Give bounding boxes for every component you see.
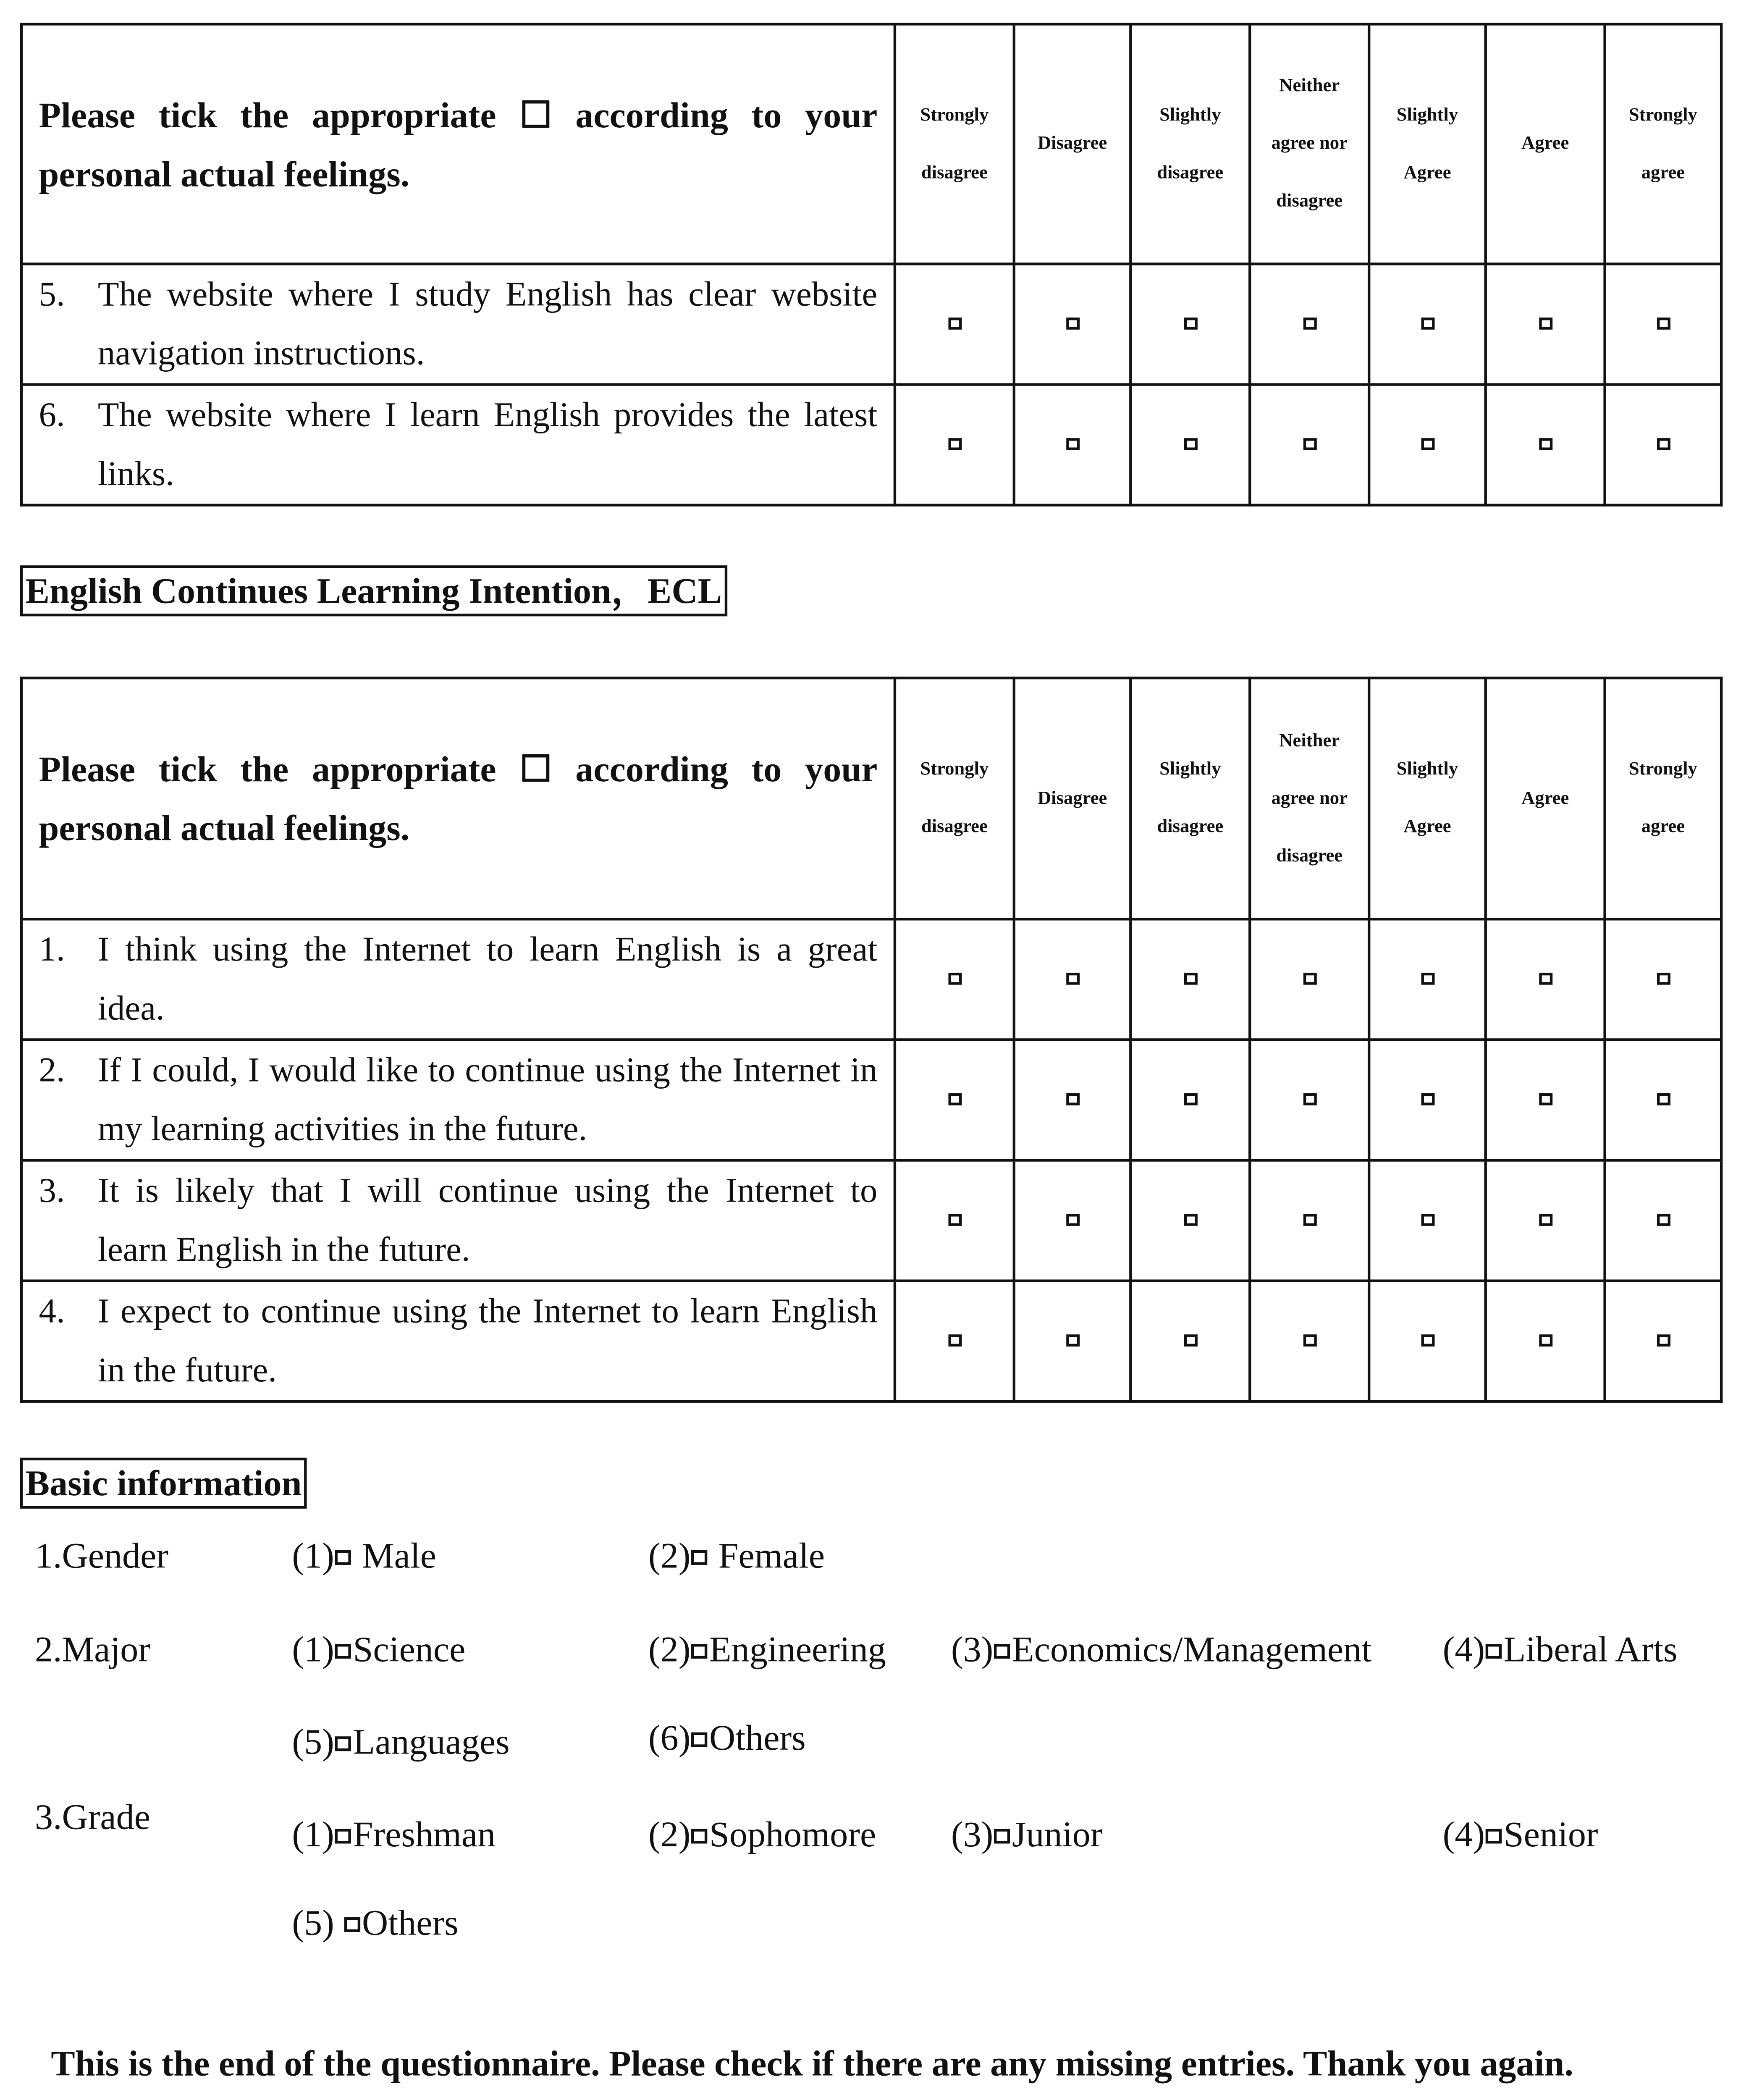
option-checkbox[interactable]: [995, 1829, 1011, 1844]
checkbox[interactable]: [1066, 1093, 1079, 1105]
checkbox[interactable]: [1183, 318, 1197, 330]
major-option-engineering[interactable]: (2) Engineering: [648, 1629, 886, 1670]
major-option-others[interactable]: (6) Others: [648, 1717, 806, 1758]
major-option-liberal-arts[interactable]: (4) Liberal Arts: [1442, 1629, 1678, 1670]
item-text: 2. If I could, I would like to continue using the Internet in my learning activities in the future.: [21, 1040, 895, 1160]
checkbox[interactable]: [1539, 1214, 1552, 1226]
checkbox[interactable]: [1539, 1093, 1552, 1105]
item-text: 5. The website where I study English has clear website navigation instructions.: [21, 264, 895, 384]
table-row: [21, 1281, 1721, 1402]
col-strongly-agree: Strongly agree: [1605, 678, 1722, 919]
checkbox[interactable]: [1066, 318, 1079, 330]
col-strongly-disagree: Strongly disagree: [895, 678, 1014, 919]
section-title-basic-info: Basic information: [20, 1458, 307, 1509]
col-neither: Neither agree nor disagree: [1250, 678, 1369, 919]
scale-table-1: [20, 23, 1723, 507]
table-row: [21, 1160, 1721, 1281]
col-disagree: Disagree: [1014, 24, 1131, 264]
checkbox[interactable]: [1539, 318, 1552, 330]
checkbox[interactable]: [1303, 1334, 1316, 1347]
table-header-row: [21, 678, 1721, 919]
checkbox[interactable]: [1303, 318, 1316, 330]
gender-option-female[interactable]: (2) Female: [648, 1535, 825, 1576]
option-checkbox[interactable]: [345, 1918, 361, 1932]
checkbox[interactable]: [1656, 318, 1670, 330]
col-agree: Agree: [1486, 678, 1605, 919]
col-disagree: Disagree: [1014, 678, 1131, 919]
option-checkbox[interactable]: [336, 1644, 351, 1659]
col-slightly-disagree: Slightly disagree: [1130, 24, 1250, 264]
checkbox[interactable]: [1066, 973, 1079, 985]
col-slightly-disagree: Slightly disagree: [1130, 678, 1250, 919]
option-checkbox[interactable]: [692, 1733, 708, 1748]
checkbox[interactable]: [1421, 438, 1434, 450]
grade-option-senior[interactable]: (4) Senior: [1442, 1814, 1598, 1854]
major-option-science[interactable]: (1) Science: [292, 1629, 466, 1670]
grade-option-freshman[interactable]: (1) Freshman: [292, 1814, 496, 1854]
major-option-languages[interactable]: (5) Languages: [292, 1722, 510, 1762]
checkbox[interactable]: [948, 438, 961, 450]
checkbox[interactable]: [1303, 973, 1316, 985]
checkbox[interactable]: [1421, 1334, 1434, 1347]
option-checkbox[interactable]: [1486, 1829, 1502, 1844]
checkbox[interactable]: [1183, 973, 1197, 985]
item-text: 1. I think using the Internet to learn English is a great idea.: [21, 919, 895, 1040]
checkbox[interactable]: [1066, 438, 1079, 450]
checkbox[interactable]: [1066, 1334, 1079, 1347]
item-text: 3. It is likely that I will continue using the Internet to learn English in the future.: [21, 1160, 895, 1281]
col-strongly-disagree: Strongly disagree: [895, 24, 1014, 264]
checkbox[interactable]: [1303, 438, 1316, 450]
checkbox[interactable]: [1539, 1334, 1552, 1347]
table-prompt: Please tick the appropriate ☐ according to your personal actual feelings.: [21, 24, 895, 264]
checkbox[interactable]: [1421, 318, 1434, 330]
col-agree: Agree: [1486, 24, 1605, 264]
table-row: [21, 919, 1721, 1040]
scale-table-2: [20, 677, 1723, 1403]
checkbox[interactable]: [1183, 1334, 1197, 1347]
col-strongly-agree: Strongly agree: [1605, 24, 1722, 264]
checkbox[interactable]: [1303, 1093, 1316, 1105]
item-text: 6. The website where I learn English provides the latest links.: [21, 385, 895, 505]
table-row: [21, 1040, 1721, 1160]
option-checkbox[interactable]: [692, 1829, 708, 1844]
section-title-ecl: English Continues Learning Intention，ECL: [20, 565, 727, 616]
checkbox[interactable]: [1656, 1334, 1670, 1347]
item-text: 4. I expect to continue using the Internet to learn English in the future.: [21, 1281, 895, 1402]
col-slightly-agree: Slightly Agree: [1369, 678, 1486, 919]
checkbox[interactable]: [1656, 438, 1670, 450]
option-checkbox[interactable]: [692, 1644, 708, 1659]
checkbox[interactable]: [948, 318, 961, 330]
checkbox[interactable]: [1066, 1214, 1079, 1226]
checkbox[interactable]: [1183, 1214, 1197, 1226]
end-note: This is the end of the questionnaire. Please check if there are any missing entries. Thank you again.: [51, 2043, 1573, 2084]
option-checkbox[interactable]: [1486, 1644, 1502, 1659]
checkbox[interactable]: [1183, 1093, 1197, 1105]
checkbox[interactable]: [948, 1334, 961, 1347]
table-header-row: [21, 24, 1721, 264]
col-slightly-agree: Slightly Agree: [1369, 24, 1486, 264]
option-checkbox[interactable]: [336, 1551, 351, 1565]
checkbox[interactable]: [1183, 438, 1197, 450]
col-neither: Neither agree nor disagree: [1250, 24, 1369, 264]
table-row: [21, 385, 1721, 505]
option-checkbox[interactable]: [336, 1737, 351, 1751]
checkbox[interactable]: [1656, 973, 1670, 985]
grade-option-others[interactable]: (5) Others: [292, 1902, 459, 1943]
checkbox[interactable]: [1656, 1093, 1670, 1105]
checkbox[interactable]: [1539, 973, 1552, 985]
option-checkbox[interactable]: [692, 1551, 708, 1565]
checkbox[interactable]: [948, 1214, 961, 1226]
checkbox[interactable]: [1303, 1214, 1316, 1226]
grade-label: 3.Grade: [34, 1796, 150, 1837]
grade-option-junior[interactable]: (3) Junior: [951, 1814, 1103, 1854]
option-checkbox[interactable]: [995, 1644, 1011, 1659]
major-option-economics[interactable]: (3) Economics/Management: [951, 1629, 1372, 1670]
checkbox[interactable]: [948, 973, 961, 985]
gender-label: 1.Gender: [34, 1535, 169, 1576]
major-label: 2.Major: [34, 1629, 151, 1670]
checkbox[interactable]: [1421, 1214, 1434, 1226]
checkbox[interactable]: [1421, 973, 1434, 985]
checkbox[interactable]: [948, 1093, 961, 1105]
checkbox[interactable]: [1539, 438, 1552, 450]
checkbox[interactable]: [1421, 1093, 1434, 1105]
checkbox[interactable]: [1656, 1214, 1670, 1226]
grade-option-sophomore[interactable]: (2) Sophomore: [648, 1814, 876, 1854]
table-prompt: Please tick the appropriate ☐ according to your personal actual feelings.: [21, 678, 895, 919]
option-checkbox[interactable]: [336, 1829, 351, 1844]
table-row: [21, 264, 1721, 384]
gender-option-male[interactable]: (1) Male: [292, 1535, 437, 1576]
